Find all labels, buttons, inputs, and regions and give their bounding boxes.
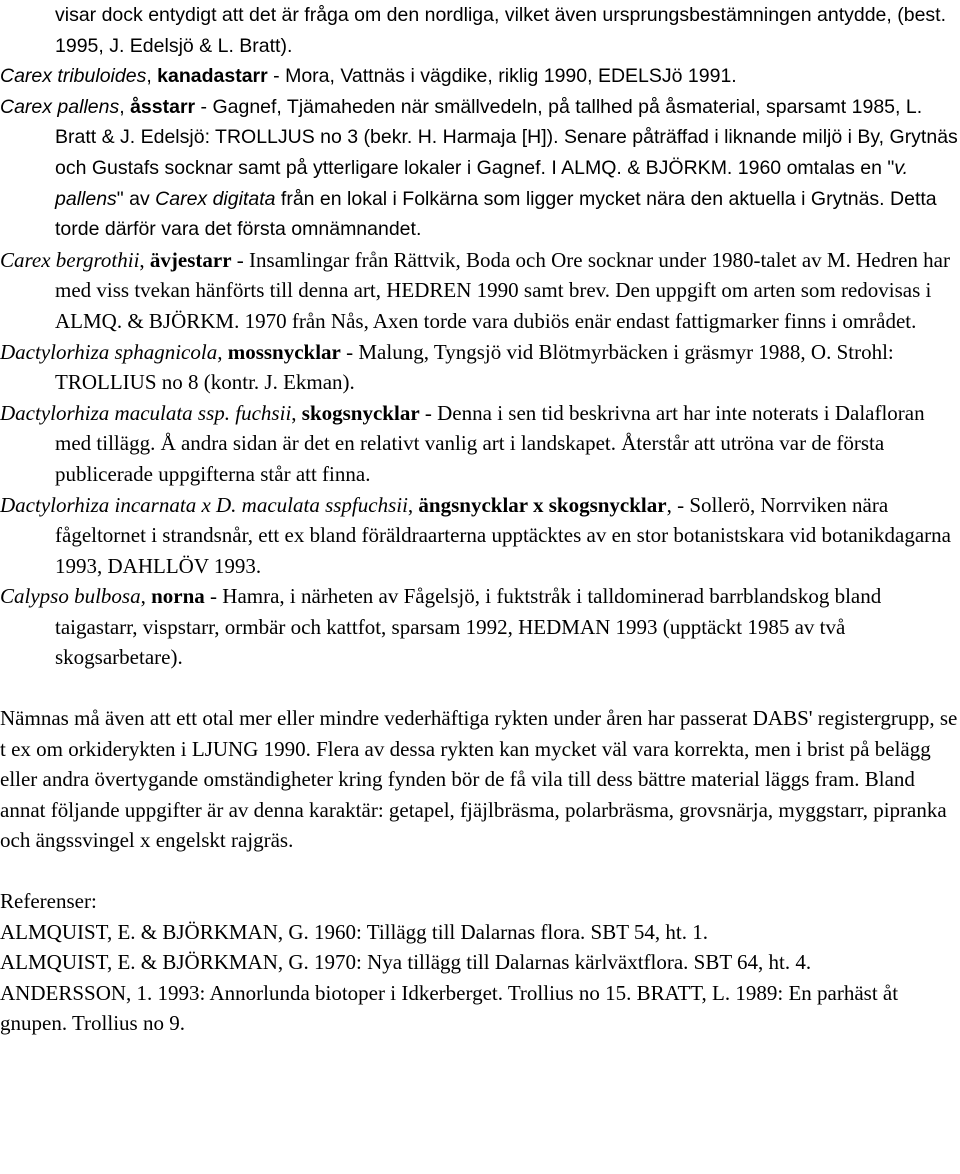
- entry-text: - Insamlingar från Rättvik, Boda och Ore socknar under 1980-talet av M. Hedren har med viss tvekan hänförts till denna art, HEDREN 1990 samt brev. Den uppgift om arten som redovisas i ALMQ. & BJÖRKM. 1970 från Nås, Axen torde vara dubiös enär endast fattigmarker finns i området.: [55, 247, 950, 333]
- common-name: norna: [151, 584, 205, 609]
- common-name: kanadastarr: [157, 65, 268, 88]
- species-entry: Carex pallens, åsstarr - Gagnef, Tjämaheden när smällvedeln, på tallhed på åsmaterial, sparsamt 1985, L. Bratt & J. Edelsjö: TROLLJUS no 3 (bekr. H. Harmaja [H]). Senare påträffad i liknande miljö i By, Grytnäs och Gustafs socknar samt på ytterligare lokaler i Gagnef. I ALMQ. & BJÖRKM. 1960 omtalas en "v. pallens" av Carex digitata från en lokal i Folkärna som ligger mycket nära den aktuella i Grytnäs. Detta torde därför vara det första omnämnandet.: [0, 95, 958, 241]
- entry-text: - Malung, Tyngsjö vid Blötmyrbäcken i gräsmyr 1988, O. Strohl: TROLLIUS no 8 (kontr. J. Ekman).: [55, 339, 894, 395]
- species-name: Calypso bulbosa: [0, 584, 141, 609]
- entry-text: , - Sollerö, Norrviken nära fågeltornet i strandsnår, ett ex bland föräldraarterna upptäcktes av en stor botanistskara vid botanikdagarna 1993, DAHLLÖV 1993.: [55, 492, 951, 578]
- paragraph-gap: [0, 856, 960, 886]
- species-entry: Carex bergrothii, ävjestarr - Insamlingar från Rättvik, Boda och Ore socknar under 1980-talet av M. Hedren har med viss tvekan hänförts till denna art, HEDREN 1990 samt brev. Den uppgift om arten som redovisas i ALMQ. & BJÖRKM. 1970 från Nås, Axen torde vara dubiös enär endast fattigmarker finns i området.: [0, 247, 950, 333]
- species-name: Dactylorhiza incarnata x D. maculata sspfuchsii: [0, 492, 408, 517]
- entry-text: - Hamra, i närheten av Fågelsjö, i fuktstråk i talldominerad barrblandskog bland taigastarr, vispstarr, ormbär och kattfot, sparsam 1992, HEDMAN 1993 (upptäckt 1985 av två skogsarbetare).: [55, 584, 882, 670]
- species-entry: Dactylorhiza incarnata x D. maculata sspfuchsii, ängsnycklar x skogsnycklar, - Sollerö, Norrviken nära fågeltornet i strandsnår, ett ex bland föräldraarterna upptäcktes av en stor botanistskara vid botanikdagarna 1993, DAHLLÖV 1993.: [0, 492, 951, 578]
- species-entry: Dactylorhiza maculata ssp. fuchsii, skogsnycklar - Denna i sen tid beskrivna art har inte noterats i Dalafloran med tillägg. Å andra sidan är det en relativt vanlig art i landskapet. Återstår att utröna var de första publicerade uppgifterna står att finna.: [0, 400, 925, 486]
- species-entry: Carex tribuloides, kanadastarr - Mora, Vattnäs i vägdike, riklig 1990, EDELSJö 1991.: [0, 65, 737, 88]
- common-name: ängsnycklar x skogsnycklar: [418, 492, 667, 517]
- species-entry: [0, 337, 960, 398]
- species-name: v. pallens: [55, 156, 909, 210]
- reference-item: ALMQUIST, E. & BJÖRKMAN, G. 1970: Nya tillägg till Dalarnas kärlväxtflora. SBT 64, ht. 4.: [0, 950, 812, 975]
- common-name: mossnycklar: [227, 339, 341, 364]
- entry-text: - Mora, Vattnäs i vägdike, riklig 1990, EDELSJö 1991.: [267, 65, 737, 88]
- entry-text: " av: [116, 187, 156, 210]
- common-name: åsstarr: [130, 95, 196, 118]
- reference-item: ANDERSSON, 1. 1993: Annorlunda biotoper i Idkerberget. Trollius no 15. BRATT, L. 1989: En parhäst åt gnupen. Trollius no 9.: [0, 980, 899, 1036]
- references-heading: Referenser:: [0, 889, 97, 914]
- reference-item: ALMQUIST, E. & BJÖRKMAN, G. 1960: Tillägg till Dalarnas flora. SBT 54, ht. 1.: [0, 919, 708, 944]
- common-name: skogsnycklar: [301, 400, 420, 425]
- entry-text: visar dock entydigt att det är fråga om den nordliga, vilket även ursprungsbestämningen antydde, (best. 1995, J. Edelsjö & L. Bratt).: [55, 4, 947, 57]
- entry-continuation: [0, 0, 960, 61]
- body-paragraph: Nämnas må även att ett otal mer eller mindre vederhäftiga rykten under åren har passerat DABS' registergrupp, se t ex om orkiderykten i LJUNG 1990. Flera av dessa rykten kan mycket väl vara korrekta, men i brist på belägg eller andra övertygande omständigheter kring fynden bör de få vila till dess bättre material läggs fram. Bland annat följande uppgifter är av denna karaktär: getapel, fjäjlbräsma, polarbräsma, grovsnärja, myggstarr, pipranka och ängssvingel x engelskt rajgräs.: [0, 706, 958, 853]
- species-name: Carex tribuloides: [0, 65, 147, 88]
- common-name: ävjestarr: [149, 247, 232, 272]
- entry-text: - Gagnef, Tjämaheden när smällvedeln, på tallhed på åsmaterial, sparsamt 1985, L. Bratt & J. Edelsjö: TROLLJUS no 3 (bekr. H. Harmaja [H]). Senare påträffad i liknande miljö i By, Grytnäs och Gustafs socknar samt på ytterligare lokaler i Gagnef. I ALMQ. & BJÖRKM. 1960 omtalas en ": [55, 95, 958, 179]
- species-name: Carex pallens: [0, 95, 120, 118]
- species-name: Carex digitata: [155, 187, 276, 210]
- species-name: Dactylorhiza sphagnicola,: [0, 339, 223, 364]
- entry-text: från en lokal i Folkärna som ligger mycket nära den aktuella i Grytnäs. Detta torde därför vara det första omnämnandet.: [55, 187, 937, 241]
- species-entry: Calypso bulbosa, norna - Hamra, i närheten av Fågelsjö, i fuktstråk i talldominerad barrblandskog bland taigastarr, vispstarr, ormbär och kattfot, sparsam 1992, HEDMAN 1993 (upptäckt 1985 av två skogsarbetare).: [0, 584, 882, 670]
- species-name: Dactylorhiza maculata ssp. fuchsii: [0, 400, 292, 425]
- species-name: Carex bergrothii: [0, 247, 140, 272]
- entry-text: - Denna i sen tid beskrivna art har inte noterats i Dalafloran med tillägg. Å andra sidan är det en relativt vanlig art i landskapet. Återstår att utröna var de första publicerade uppgifterna står att finna.: [55, 400, 925, 486]
- paragraph-gap: [0, 673, 960, 703]
